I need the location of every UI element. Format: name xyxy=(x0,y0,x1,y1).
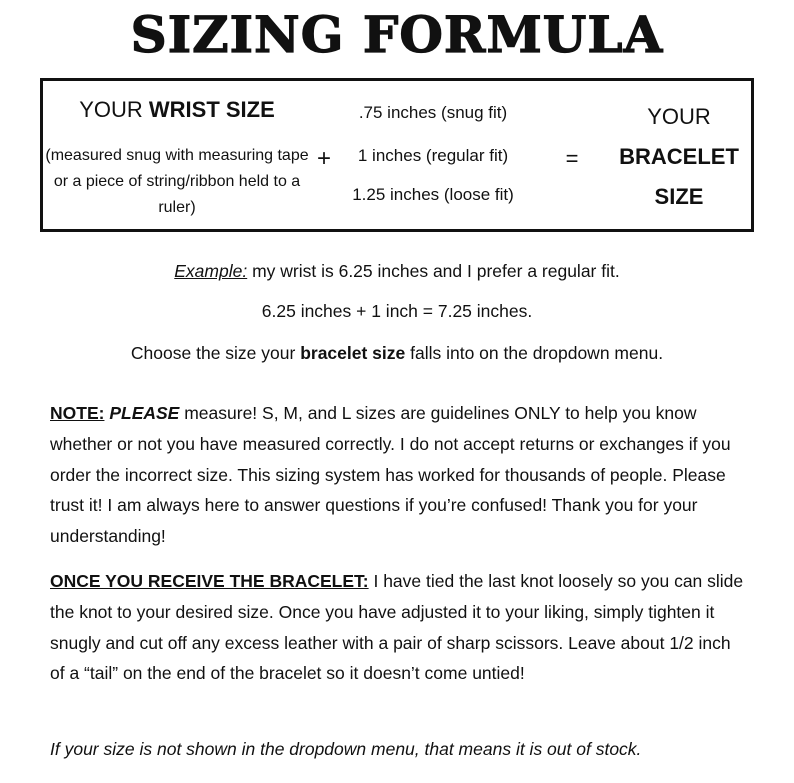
page-title: SIZING FORMULA xyxy=(130,5,664,64)
result-line-size: SIZE xyxy=(654,184,704,209)
receive-body: I have tied the last knot loosely so you can slide the knot to your desired size. Once you have adjusted it to your liking, simply tighten it snugly and cut off any excess leather with a pair of sharp scissors. Leave about 1/2 inch of a “tail” on the end of the bracelet so it doesn’t come untied! xyxy=(50,571,744,684)
fit-option-regular: 1 inches (regular fit) xyxy=(357,146,509,165)
note-emphasis: PLEASE xyxy=(109,403,180,423)
fit-option-snug: .75 inches (snug fit) xyxy=(358,103,508,122)
example-text: my wrist is 6.25 inches and I prefer a regular fit. xyxy=(247,261,620,281)
sizing-formula-box xyxy=(40,78,754,232)
wrist-size-bold: WRIST SIZE xyxy=(148,97,275,122)
receive-heading: ONCE YOU RECEIVE THE BRACELET: xyxy=(50,571,369,591)
fit-option-loose: 1.25 inches (loose fit) xyxy=(352,185,514,204)
receive-paragraph xyxy=(50,566,750,689)
choose-bold: bracelet size xyxy=(300,343,406,363)
wrist-size-label xyxy=(43,97,311,123)
equals-sign: = xyxy=(565,146,579,171)
result-line-bracelet: BRACELET xyxy=(619,144,739,169)
out-of-stock-note: If your size is not shown in the dropdown menu, that means it is out of stock. xyxy=(50,739,642,759)
note-body: measure! S, M, and L sizes are guidelines ONLY to help you know whether or not you have measured correctly. I do not accept returns or exchanges if you order the incorrect size. This sizing system has worked for thousands of people. Please trust it! I am always here to answer questions if you’re confused! Thank you for your understanding! xyxy=(50,403,731,547)
note-paragraph xyxy=(50,398,750,552)
wrist-size-prefix: YOUR xyxy=(79,97,149,122)
choose-prefix: Choose the size your xyxy=(130,343,301,363)
example-line xyxy=(0,259,794,283)
result-line-your: YOUR xyxy=(647,104,711,129)
example-calculation: 6.25 inches + 1 inch = 7.25 inches. xyxy=(261,301,533,321)
note-heading: NOTE: xyxy=(50,403,105,423)
example-label: Example: xyxy=(174,261,248,281)
plus-sign: + xyxy=(316,145,331,172)
choose-size-instruction xyxy=(0,341,794,365)
choose-suffix: falls into on the dropdown menu. xyxy=(405,343,664,363)
wrist-measure-note: (measured snug with measuring tape or a piece of string/ribbon held to a ruler) xyxy=(45,147,309,216)
